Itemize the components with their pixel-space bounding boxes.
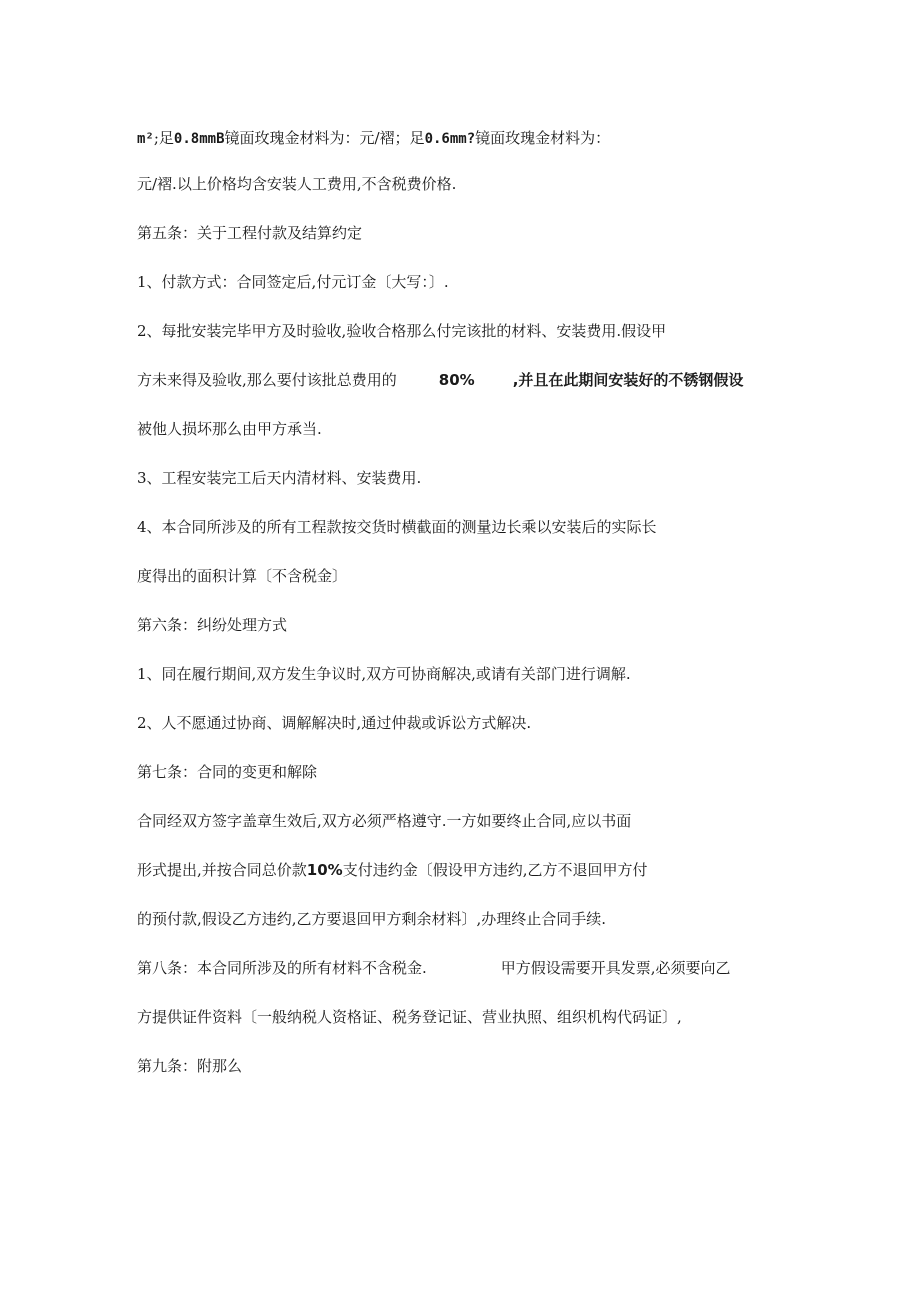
line-1-text-c: 镜面玫瑰金材料为： xyxy=(475,129,611,147)
line-12: 1、同在履行期间,双方发生争议时,双方可协商解决,或请有关部门进行调解. xyxy=(137,665,631,683)
line-10: 度得出的面积计算〔不含税金〕 xyxy=(137,567,348,585)
line-1-text-b: 镜面玫瑰金材料为：元/褶；足 xyxy=(224,129,425,147)
line-7: 被他人损坏那么由甲方承当. xyxy=(137,420,322,438)
line-1 xyxy=(137,128,610,149)
article-5-heading: 第五条：关于工程付款及结算约定 xyxy=(137,224,363,242)
article-7-heading: 第七条：合同的变更和解除 xyxy=(137,763,318,781)
line-4: 1、付款方式：合同签定后,付元订金〔大写：〕. xyxy=(137,273,449,291)
line-6-text-c: ,并且在此期间安装好的不锈钢假设 xyxy=(512,371,744,389)
article-9-heading: 第九条：附那么 xyxy=(137,1057,243,1075)
line-16-text-a: 形式提出,并按合同总价款 xyxy=(137,861,307,879)
line-15: 合同经双方签字盖章生效后,双方必须严格遵守.一方如要终止合同,应以书面 xyxy=(137,812,632,830)
line-13: 2、人不愿通过协商、调解解决时,通过仲裁或诉讼方式解决. xyxy=(137,714,532,732)
thickness-06: 0.6mm? xyxy=(424,131,476,147)
line-16-text-c: 支付违约金〔假设甲方违约,乙方不退回甲方付 xyxy=(342,861,648,879)
line-1-text-a: ;足 xyxy=(153,129,174,147)
percent-80: 80% xyxy=(438,371,475,389)
line-2: 元/褶.以上价格均含安装人工费用,不含税费价格. xyxy=(137,175,457,193)
percent-10: 10% xyxy=(306,861,343,879)
line-8: 3、工程安装完工后天内清材料、安装费用. xyxy=(137,469,422,487)
line-18-text-b: 甲方假设需要开具发票,必须要向乙 xyxy=(500,959,731,977)
thickness-08: 0.8mmB xyxy=(173,131,225,147)
line-19: 方提供证件资料〔一般纳税人资格证、税务登记证、营业执照、组织机构代码证〕, xyxy=(137,1008,682,1026)
article-8-line xyxy=(137,958,731,978)
line-16 xyxy=(137,860,647,880)
line-9: 4、本合同所涉及的所有工程款按交货时横截面的测量边长乘以安装后的实际长 xyxy=(137,518,657,536)
article-8-heading: 第八条：本合同所涉及的所有材料不含税金. xyxy=(137,959,427,977)
line-6 xyxy=(137,370,743,390)
line-5: 2、每批安装完毕甲方及时验收,验收合格那么付完该批的材料、安装费用.假设甲 xyxy=(137,322,667,340)
line-17: 的预付款,假设乙方违约,乙方要退回甲方剩余材料〕,办理终止合同手续. xyxy=(137,910,607,928)
line-6-text-a: 方未来得及验收,那么要付该批总费用的 xyxy=(137,371,397,389)
article-6-heading: 第六条：纠纷处理方式 xyxy=(137,616,288,634)
unit-m2: m² xyxy=(137,131,154,147)
